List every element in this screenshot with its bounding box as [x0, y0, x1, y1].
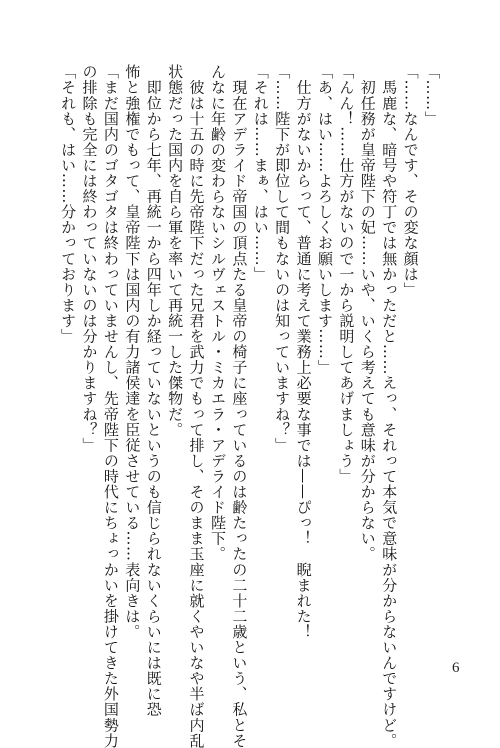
text-line: 「……なんです、その変な顔は」 [401, 64, 420, 298]
text-line: 「んん！……仕方がないので一から説明してあげましょう」 [337, 64, 356, 484]
text-line: 即位から七年、再統一から四年しか経っていないというのも信じられないくらいには既に恐 [144, 64, 163, 718]
text-line: 「あ、はい……よろしくお願いします……」 [315, 64, 334, 375]
text-line: 馬鹿な、暗号や符丁では無かっただと……えっ、それって本気で意味が分からないんですけど。 [380, 64, 399, 748]
text-line: 怖と強権でもって、皇帝陛下は国内の有力諸侯達を臣従させている……表向きは。 [123, 64, 142, 640]
text-line: 初任務が皇帝陛下の妃……いや、いくら考えても意味が分からない。 [358, 64, 377, 562]
text-line: 「……陛下が即位して間もないのは知っていますね？」 [273, 64, 292, 453]
text-line: 彼は十五の時に先帝陛下だった兄君を武力でもって排し、そのまま玉座に就くやいなや半ば内乱 [187, 64, 206, 748]
text-line: の排除も完全には終わっていないのは分かりますね？」 [80, 64, 99, 453]
page-number: 6 [452, 660, 460, 676]
text-line: んなに年齢の変わらないシルヴェストル・ミカエラ・アデライド陛下。 [208, 64, 227, 562]
vertical-text-block [57, 64, 442, 748]
text-line: 「……」 [423, 64, 441, 127]
text-line: 「それは……まぁ、はい……」 [251, 64, 270, 282]
text-line: 仕方がないからって、普通に考えて業務上必要な事では——ぴっ！ 睨まれた！ [294, 64, 313, 640]
text-line: 状態だった国内を自ら軍を率いて再統一した傑物だ。 [166, 64, 185, 438]
text-line: 現在アデライド帝国の頂点たる皇帝の椅子に座っているのは齢たったの二十二歳という、私とそ [230, 64, 249, 748]
text-line: 「まだ国内のゴタゴタは終わっていませんし、先帝陛下の時代にちょっかいを掛けてきた外国勢力 [101, 64, 120, 748]
text-line: 「それも、はい……分かっております」 [59, 64, 78, 344]
